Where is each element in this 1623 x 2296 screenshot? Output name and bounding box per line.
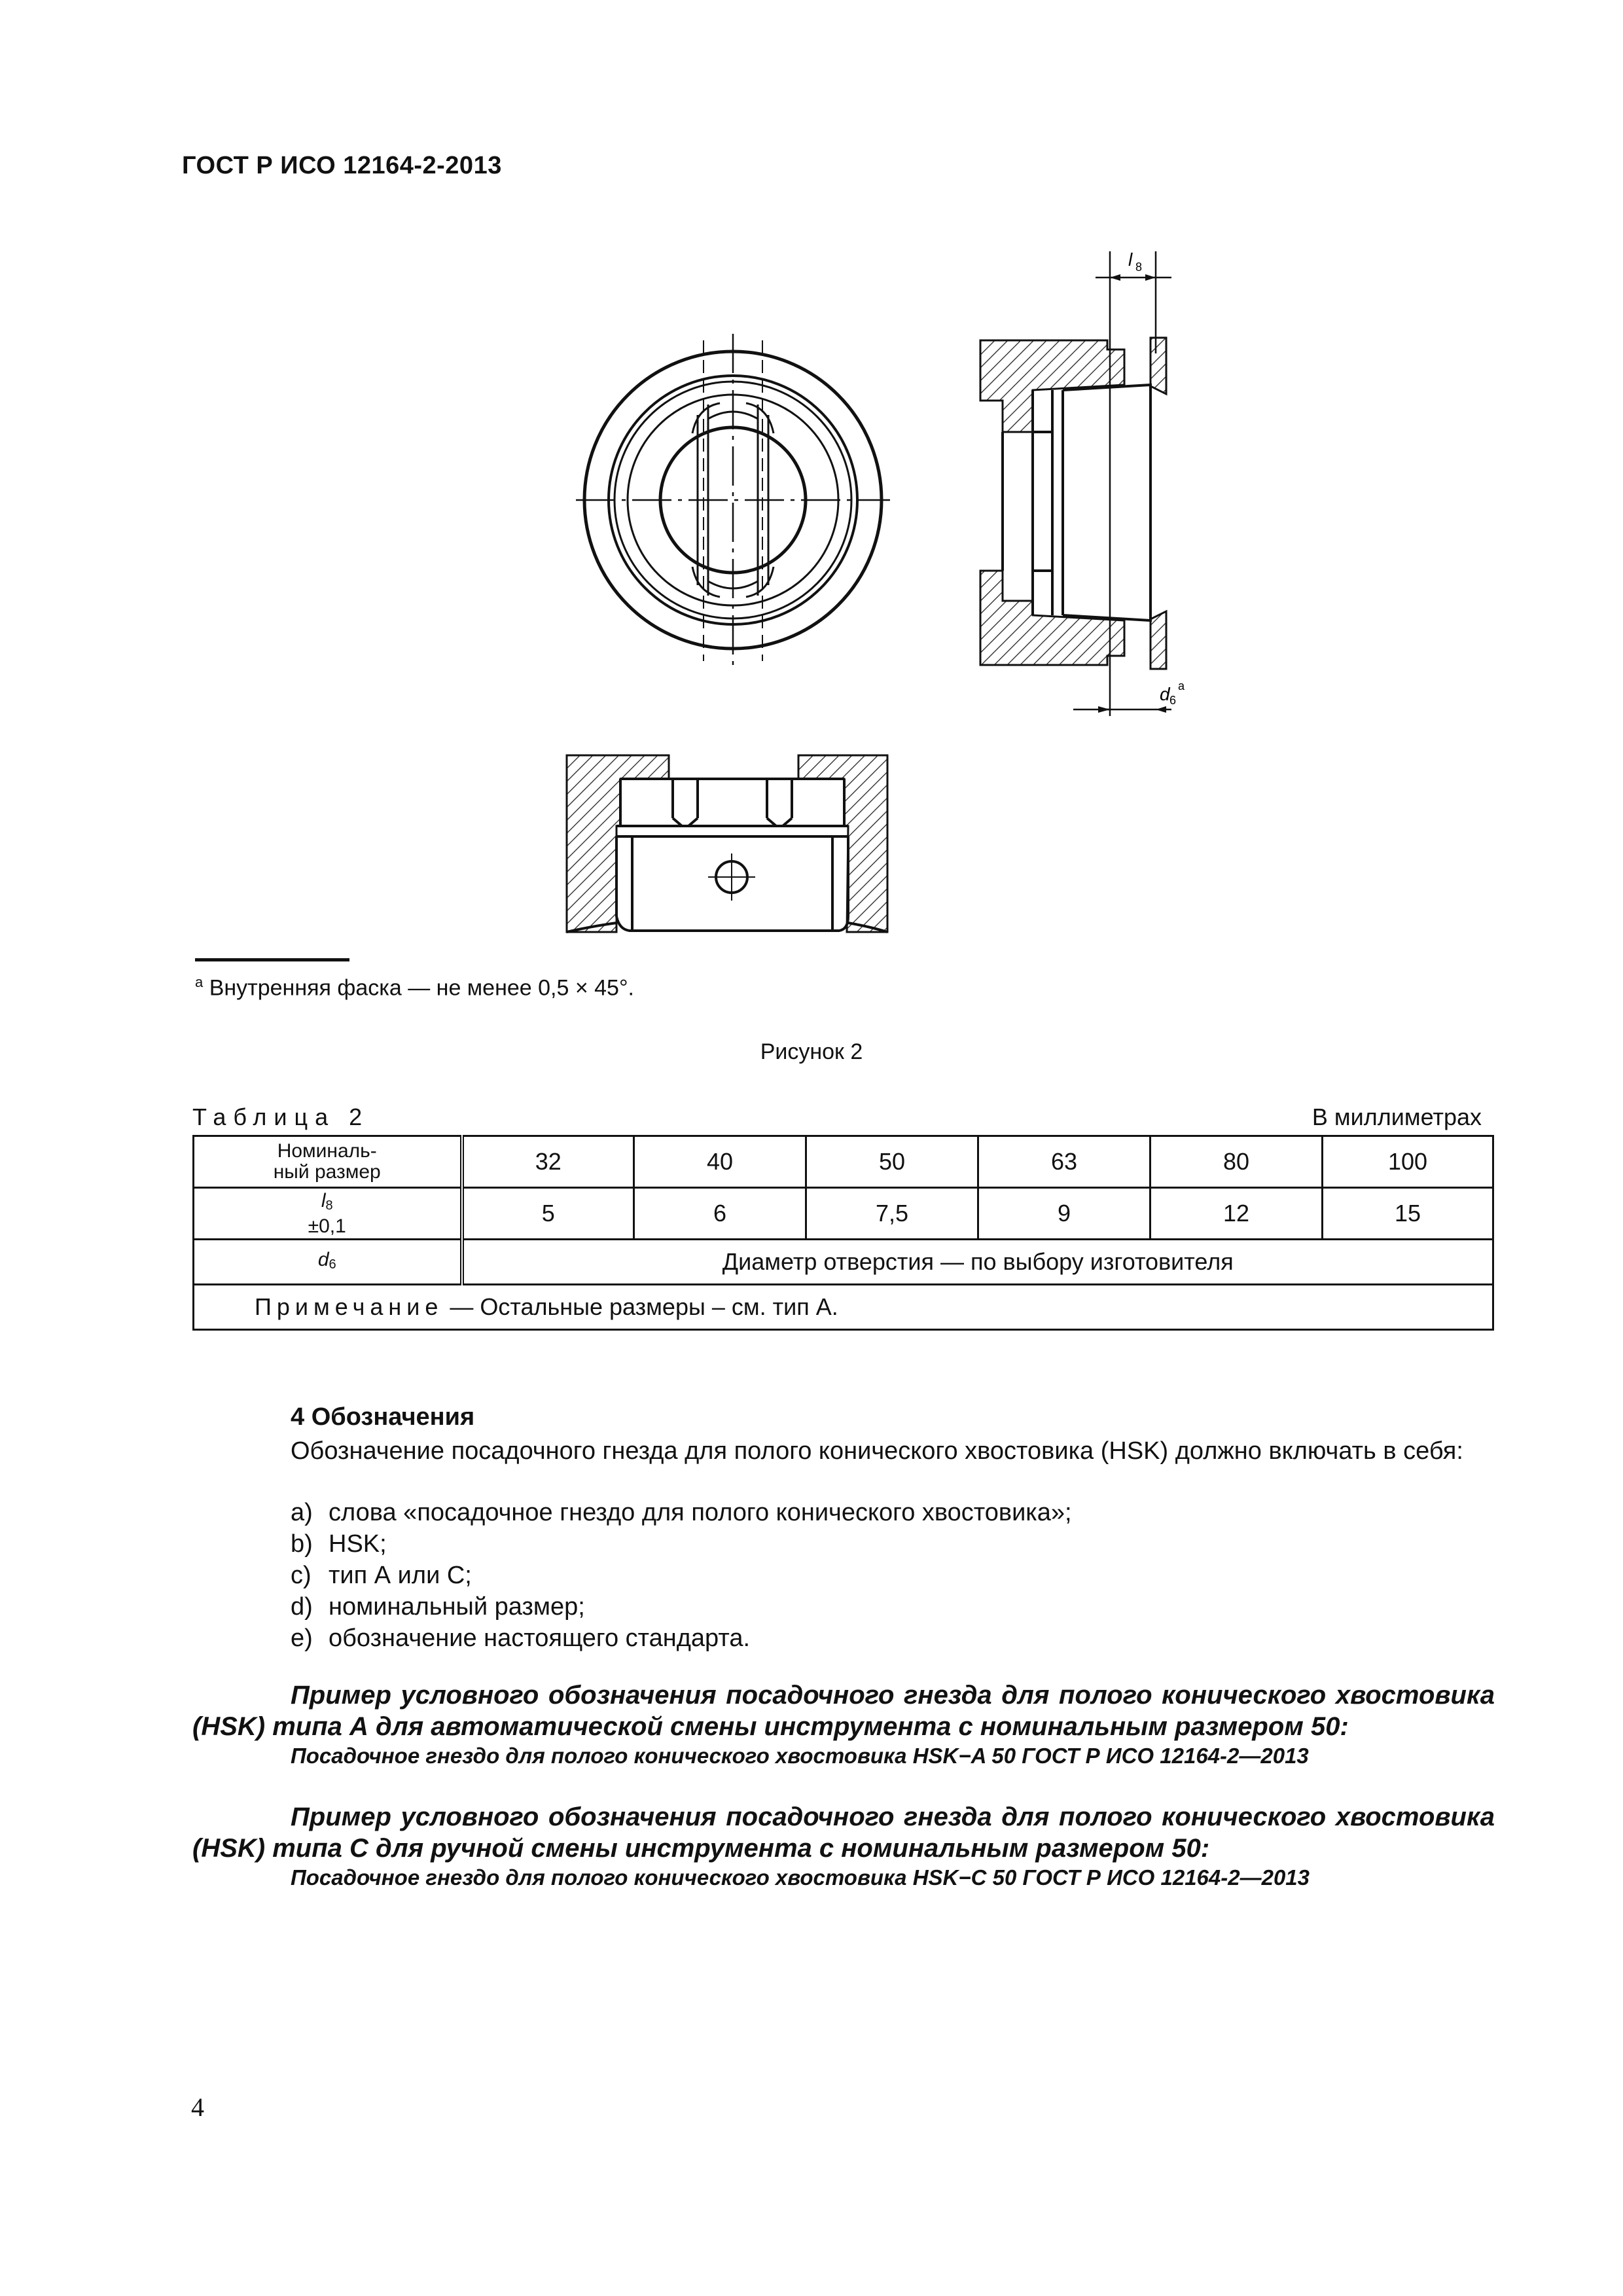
table-cell: 6 bbox=[634, 1188, 806, 1240]
label-d6-symbol: d bbox=[1160, 684, 1170, 704]
table-cell: 80 bbox=[1150, 1136, 1323, 1188]
dimensions-table bbox=[192, 1135, 1494, 1331]
example-2-designation: Посадочное гнездо для полого конического хвостовика HSK−C 50 ГОСТ Р ИСО 12164-2—2013 bbox=[291, 1865, 1310, 1890]
table-cell: 7,5 bbox=[806, 1188, 978, 1240]
table-note bbox=[194, 1285, 1493, 1330]
section-paragraph: Обозначение посадочного гнезда для полого конического хвостовика (HSK) должно включать в себя: bbox=[291, 1437, 1463, 1465]
section-heading: 4 Обозначения bbox=[291, 1403, 475, 1431]
table-row-l8 bbox=[194, 1188, 1493, 1240]
table-units: В миллиметрах bbox=[1311, 1103, 1482, 1130]
front-view bbox=[576, 334, 890, 668]
table-row-note bbox=[194, 1285, 1493, 1330]
footnote-text: Внутренняя фаска — не менее 0,5 × 45°. bbox=[209, 975, 635, 1001]
table-cell: 5 bbox=[462, 1188, 634, 1240]
label-l8-symbol: l bbox=[1128, 249, 1133, 270]
figure-2-drawing bbox=[0, 0, 1623, 956]
row-header-d6: $d_6$ bbox=[194, 1240, 462, 1285]
table-cell: 100 bbox=[1323, 1136, 1493, 1188]
figure-footnote bbox=[195, 974, 634, 1001]
side-section-view bbox=[980, 249, 1185, 716]
example-2-text: Пример условного обозначения посадочного гнезда для полого конического хвостовика (HSK) типа С для ручной смены инструмента с номинальным размером 50: bbox=[192, 1803, 1495, 1863]
example-1-designation: Посадочное гнездо для полого конического хвостовика HSK−A 50 ГОСТ Р ИСО 12164-2—2013 bbox=[291, 1744, 1309, 1768]
label-l8-subscript: 8 bbox=[1135, 260, 1143, 274]
table-cell: 32 bbox=[462, 1136, 634, 1188]
list-item: c) тип А или С; bbox=[291, 1562, 472, 1589]
table-cell: 9 bbox=[978, 1188, 1150, 1240]
page-header-standard-code: ГОСТ Р ИСО 12164-2-2013 bbox=[182, 152, 502, 179]
row-header-l8: $l_8$ ±0,1 bbox=[194, 1188, 462, 1240]
figure-caption: Рисунок 2 bbox=[760, 1039, 863, 1064]
list-item: e) обозначение настоящего стандарта. bbox=[291, 1624, 751, 1652]
table-cell-d6-value: Диаметр отверстия — по выбору изготовителя bbox=[462, 1240, 1493, 1285]
note-label: Примечание bbox=[255, 1293, 444, 1320]
list-item: a) слова «посадочное гнездо для полого конического хвостовика»; bbox=[291, 1499, 1072, 1526]
footnote-mark: a bbox=[195, 974, 204, 990]
table-cell: 15 bbox=[1323, 1188, 1493, 1240]
row-header-nominal: Номиналь- ный размер bbox=[194, 1136, 462, 1188]
table-cell: 40 bbox=[634, 1136, 806, 1188]
label-d6-superscript: a bbox=[1178, 679, 1185, 692]
table-cell: 50 bbox=[806, 1136, 978, 1188]
table-cell: 12 bbox=[1150, 1188, 1323, 1240]
table-row-d6 bbox=[194, 1240, 1493, 1285]
table-label: Таблица 2 bbox=[192, 1103, 370, 1130]
example-1-text: Пример условного обозначения посадочного гнезда для полого конического хвостовика (HSK) типа А для автоматической смены инструмента с номинальным размером 50: bbox=[192, 1681, 1495, 1741]
list-item: b) HSK; bbox=[291, 1530, 387, 1558]
list-item: d) номинальный размер; bbox=[291, 1593, 585, 1621]
table-row-nominal bbox=[194, 1136, 1493, 1188]
page-number: 4 bbox=[191, 2092, 204, 2122]
label-d6-subscript: 6 bbox=[1169, 694, 1177, 707]
note-text: — Остальные размеры – см. тип А. bbox=[443, 1293, 838, 1320]
table-cell: 63 bbox=[978, 1136, 1150, 1188]
bottom-section-view bbox=[567, 755, 887, 932]
footnote-rule bbox=[195, 958, 349, 961]
